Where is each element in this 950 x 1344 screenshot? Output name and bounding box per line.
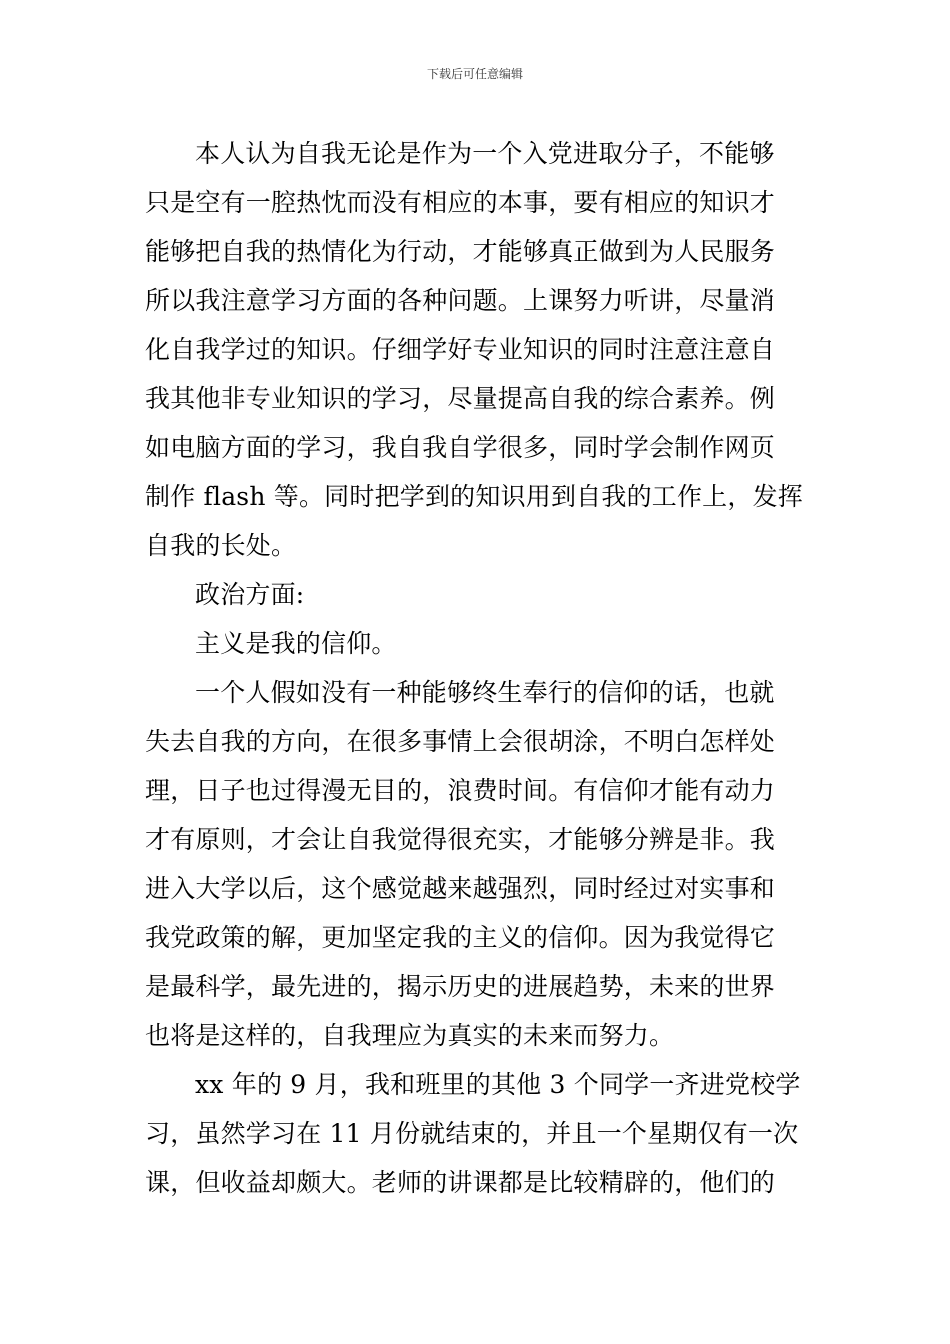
text-line: 所以我注意学习方面的各种问题。上课努力听讲，尽量消 bbox=[145, 286, 776, 315]
text-line: 能够把自我的热情化为行动，才能够真正做到为人民服务 bbox=[145, 237, 776, 266]
text-line: 失去自我的方向，在很多事情上会很胡涂，不明白怎样处 bbox=[145, 727, 776, 756]
text-line: xx 年的 9 月，我和班里的其他 3 个同学一齐进党校学 bbox=[195, 1070, 801, 1099]
paragraph-study bbox=[145, 129, 810, 570]
paragraph-party-school bbox=[145, 1060, 810, 1207]
text-line: 一个人假如没有一种能够终生奉行的信仰的话，也就 bbox=[195, 678, 775, 707]
text-line: 是最科学，最先进的，揭示历史的进展趋势，未来的世界 bbox=[145, 972, 776, 1001]
text-line: 才有原则，才会让自我觉得很充实，才能够分辨是非。我 bbox=[145, 825, 776, 854]
text-line: 习，虽然学习在 11 月份就结束的，并且一个星期仅有一次 bbox=[145, 1119, 799, 1148]
paragraph-faith bbox=[145, 668, 810, 1060]
text-line: 也将是这样的，自我理应为真实的未来而努力。 bbox=[145, 1021, 675, 1050]
page-header-note: 下载后可任意编辑 bbox=[426, 67, 523, 81]
text-line: 主义是我的信仰。 bbox=[195, 629, 397, 658]
text-line: 化自我学过的知识。仔细学好专业知识的同时注意注意自 bbox=[145, 335, 776, 364]
text-line: 自我的长处。 bbox=[145, 531, 297, 560]
paragraph-belief bbox=[145, 619, 810, 668]
document-body bbox=[145, 129, 810, 1207]
section-heading: 政治方面: bbox=[195, 580, 305, 609]
text-line: 如电脑方面的学习，我自我自学很多，同时学会制作网页 bbox=[145, 433, 776, 462]
text-line: 我党政策的解，更加坚定我的主义的信仰。因为我觉得它 bbox=[145, 923, 776, 952]
text-line: 理，日子也过得漫无目的，浪费时间。有信仰才能有动力 bbox=[145, 776, 776, 805]
text-line: 我其他非专业知识的学习，尽量提高自我的综合素养。例 bbox=[145, 384, 776, 413]
paragraph-politics-heading bbox=[145, 570, 810, 619]
text-line: 制作 flash 等。同时把学到的知识用到自我的工作上，发挥 bbox=[145, 482, 803, 511]
text-line: 课，但收益却颇大。老师的讲课都是比较精辟的，他们的 bbox=[145, 1168, 776, 1197]
text-line: 本人认为自我无论是作为一个入党进取分子，不能够 bbox=[195, 139, 775, 168]
text-line: 进入大学以后，这个感觉越来越强烈，同时经过对实事和 bbox=[145, 874, 776, 903]
text-line: 只是空有一腔热忱而没有相应的本事，要有相应的知识才 bbox=[145, 188, 776, 217]
